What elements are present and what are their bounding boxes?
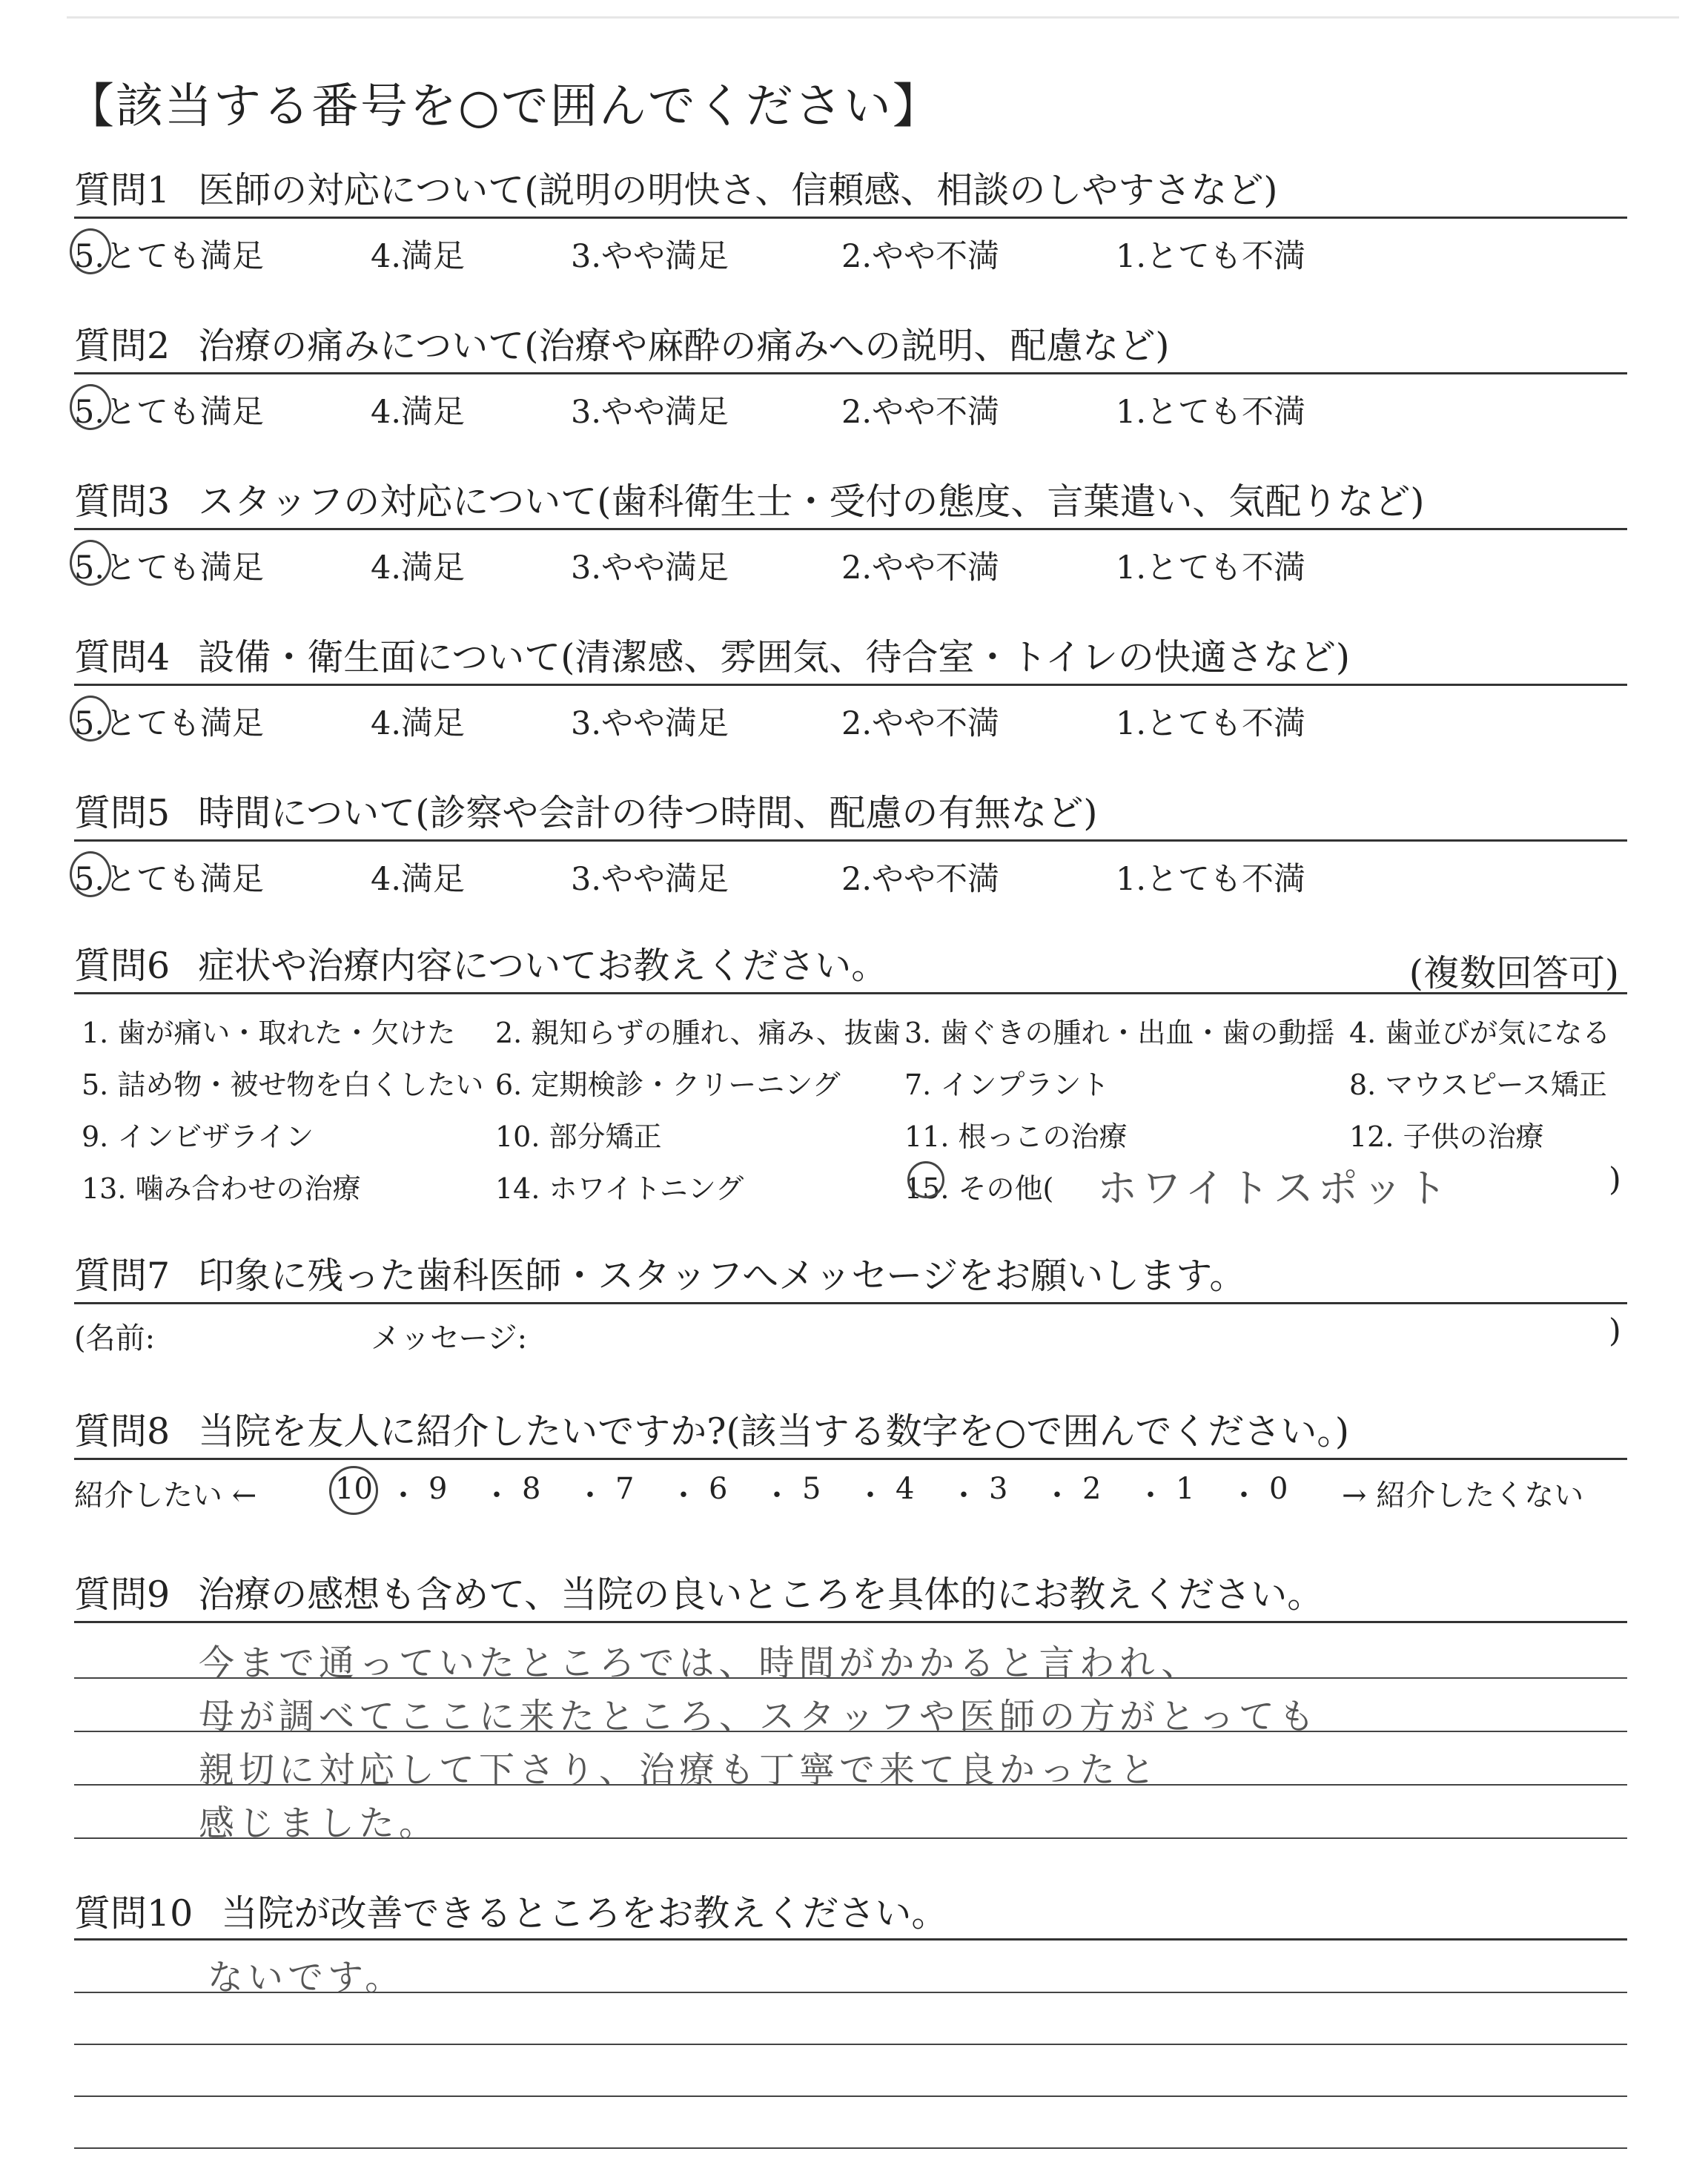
handwritten-answer-line: ないです。 <box>208 1957 406 1998</box>
question-number: 質問4 <box>74 636 171 678</box>
question-text: 当院が改善できるところをお教えください。 <box>221 1892 948 1935</box>
symptom-option[interactable]: 11. 根っこの治療 <box>904 1120 1128 1153</box>
rating-option[interactable]: 3.やや満足 <box>571 549 729 587</box>
question-10 <box>74 1892 1627 1935</box>
symptom-option[interactable]: 14. ホワイトニング <box>495 1172 744 1205</box>
name-label: (名前: <box>74 1321 156 1355</box>
question-rule <box>74 372 1627 374</box>
question-1 <box>74 169 1627 211</box>
rating-option[interactable]: 3.やや満足 <box>571 861 729 898</box>
rating-option[interactable]: 5.とても満足 <box>74 861 265 898</box>
symptom-option[interactable]: 8. マウスピース矯正 <box>1349 1069 1607 1101</box>
question-number: 質問9 <box>74 1573 171 1616</box>
rating-option[interactable]: 3.やや満足 <box>571 238 729 275</box>
question-text: 印象に残った歯科医師・スタッフへメッセージをお願いします。 <box>198 1255 1246 1297</box>
question-text: 当院を友人に紹介したいですか?(該当する数字を○で囲んでください。) <box>198 1410 1349 1453</box>
question-number: 質問1 <box>74 169 171 211</box>
scale-number[interactable]: 5 <box>802 1472 821 1506</box>
rating-option[interactable]: 1.とても不満 <box>1116 549 1306 587</box>
scale-separator: ・ <box>669 1479 698 1513</box>
selection-circle <box>329 1466 378 1515</box>
question-rule <box>74 839 1627 842</box>
rating-option[interactable]: 5.とても満足 <box>74 705 265 742</box>
recommend-label: 紹介したい ← <box>74 1479 257 1513</box>
question-rule <box>74 1621 1627 1623</box>
rating-option[interactable]: 5.とても満足 <box>74 394 265 431</box>
symptom-option[interactable]: 2. 親知らずの腫れ、痛み、抜歯 <box>495 1017 901 1049</box>
question-7 <box>74 1255 1627 1297</box>
handwritten-answer-line: 感じました。 <box>199 1803 440 1844</box>
selection-circle <box>70 540 111 586</box>
question-6 <box>74 945 1627 987</box>
rating-option[interactable]: 2.やや不満 <box>841 861 1000 898</box>
question-text: 医師の対応について(説明の明快さ、信頼感、相談のしやすさなど) <box>198 169 1278 211</box>
symptom-option[interactable]: 9. インビザライン <box>82 1120 314 1153</box>
question-text: 治療の感想も含めて、当院の良いところを具体的にお教えください。 <box>198 1573 1324 1616</box>
scale-number[interactable]: 3 <box>989 1472 1008 1506</box>
page-header: 【該当する番号を○で囲んでください】 <box>67 79 941 134</box>
multiple-answer-note: (複数回答可) <box>1409 952 1619 994</box>
question-rule <box>74 217 1627 219</box>
handwritten-answer-line: 母が調べてここに来たところ、スタッフや医師の方がとっても <box>199 1696 1320 1737</box>
scale-number[interactable]: 10 <box>335 1472 373 1506</box>
question-5 <box>74 792 1627 834</box>
question-number: 質問10 <box>74 1892 193 1935</box>
handwritten-answer-line: 今まで通っていたところでは、時間がかかると言われ、 <box>199 1642 1202 1684</box>
scale-separator: ・ <box>1136 1479 1165 1513</box>
question-rule <box>74 684 1627 686</box>
rating-option[interactable]: 2.やや不満 <box>841 238 1000 275</box>
symptom-option[interactable]: 15. その他( <box>904 1172 1054 1205</box>
top-border <box>67 16 1679 19</box>
symptom-option[interactable]: 6. 定期検診・クリーニング <box>495 1069 841 1101</box>
symptom-option[interactable]: 7. インプラント <box>904 1069 1110 1101</box>
symptom-option[interactable]: 12. 子供の治療 <box>1349 1120 1544 1153</box>
question-text: 症状や治療内容についてお教えください。 <box>198 945 888 987</box>
question-number: 質問6 <box>74 945 171 987</box>
rating-option[interactable]: 4.満足 <box>371 394 466 431</box>
scale-number[interactable]: 4 <box>896 1472 915 1506</box>
writing-line <box>74 2095 1627 2097</box>
rating-option[interactable]: 2.やや不満 <box>841 549 1000 587</box>
rating-option[interactable]: 4.満足 <box>371 705 466 742</box>
scale-number[interactable]: 9 <box>428 1472 448 1506</box>
scale-separator: ・ <box>575 1479 605 1513</box>
question-8 <box>74 1410 1627 1453</box>
question-rule <box>74 992 1627 994</box>
not-recommend-label: → 紹介したくない <box>1342 1479 1584 1513</box>
selection-circle <box>70 851 111 897</box>
rating-option[interactable]: 1.とても不満 <box>1116 394 1306 431</box>
question-rule <box>74 528 1627 530</box>
rating-option[interactable]: 5.とても満足 <box>74 238 265 275</box>
question-number: 質問8 <box>74 1410 171 1453</box>
rating-option[interactable]: 3.やや満足 <box>571 394 729 431</box>
scale-number[interactable]: 2 <box>1082 1472 1102 1506</box>
scale-separator: ・ <box>482 1479 512 1513</box>
selection-circle <box>70 228 111 274</box>
rating-option[interactable]: 4.満足 <box>371 238 466 275</box>
rating-option[interactable]: 4.満足 <box>371 549 466 587</box>
question-number: 質問3 <box>74 480 171 523</box>
rating-option[interactable]: 5.とても満足 <box>74 549 265 587</box>
scale-number[interactable]: 8 <box>522 1472 541 1506</box>
question-text: スタッフの対応について(歯科衛生士・受付の態度、言葉遣い、気配りなど) <box>198 480 1425 523</box>
handwritten-answer-line: 親切に対応して下さり、治療も丁寧で来て良かったと <box>199 1749 1160 1791</box>
selection-circle <box>70 696 111 742</box>
question-rule <box>74 1938 1627 1941</box>
writing-line <box>74 2044 1627 2045</box>
message-label: メッセージ: <box>371 1321 528 1355</box>
question-9 <box>74 1573 1627 1616</box>
question-3 <box>74 480 1627 523</box>
selection-circle <box>70 384 111 430</box>
question-number: 質問7 <box>74 1255 171 1297</box>
close-paren: ) <box>1609 1161 1621 1198</box>
rating-option[interactable]: 3.やや満足 <box>571 705 729 742</box>
scale-separator: ・ <box>1229 1479 1259 1513</box>
question-2 <box>74 325 1627 367</box>
rating-option[interactable]: 1.とても不満 <box>1116 861 1306 898</box>
selection-circle <box>907 1161 944 1198</box>
rating-option[interactable]: 4.満足 <box>371 861 466 898</box>
scale-separator: ・ <box>762 1479 792 1513</box>
scale-separator: ・ <box>1042 1479 1072 1513</box>
question-rule <box>74 1458 1627 1460</box>
question-number: 質問5 <box>74 792 171 834</box>
symptom-option[interactable]: 1. 歯が痛い・取れた・欠けた <box>82 1017 456 1049</box>
symptom-option[interactable]: 3. 歯ぐきの腫れ・出血・歯の動揺 <box>904 1017 1335 1049</box>
scale-number[interactable]: 7 <box>615 1472 635 1506</box>
question-4 <box>74 636 1627 678</box>
other-handwritten-answer: ホワイトスポット <box>1097 1165 1452 1212</box>
symptom-option[interactable]: 13. 噛み合わせの治療 <box>82 1172 361 1205</box>
close-paren: ) <box>1609 1312 1621 1350</box>
scale-number[interactable]: 6 <box>709 1472 728 1506</box>
symptom-option[interactable]: 10. 部分矯正 <box>495 1120 662 1153</box>
scale-number[interactable]: 0 <box>1269 1472 1288 1506</box>
question-rule <box>74 1302 1627 1304</box>
question-text: 時間について(診察や会計の待つ時間、配慮の有無など) <box>198 792 1098 834</box>
rating-option[interactable]: 2.やや不満 <box>841 394 1000 431</box>
question-text: 治療の痛みについて(治療や麻酔の痛みへの説明、配慮など) <box>198 325 1170 367</box>
rating-option[interactable]: 1.とても不満 <box>1116 238 1306 275</box>
rating-option[interactable]: 1.とても不満 <box>1116 705 1306 742</box>
symptom-option[interactable]: 4. 歯並びが気になる <box>1349 1017 1611 1049</box>
scale-separator: ・ <box>949 1479 979 1513</box>
scale-separator: ・ <box>388 1479 418 1513</box>
question-text: 設備・衛生面について(清潔感、雰囲気、待合室・トイレの快適さなど) <box>198 636 1350 678</box>
question-number: 質問2 <box>74 325 171 367</box>
rating-option[interactable]: 2.やや不満 <box>841 705 1000 742</box>
scale-number[interactable]: 1 <box>1176 1472 1195 1506</box>
symptom-option[interactable]: 5. 詰め物・被せ物を白くしたい <box>82 1069 484 1101</box>
scale-separator: ・ <box>855 1479 885 1513</box>
writing-line <box>74 2147 1627 2149</box>
